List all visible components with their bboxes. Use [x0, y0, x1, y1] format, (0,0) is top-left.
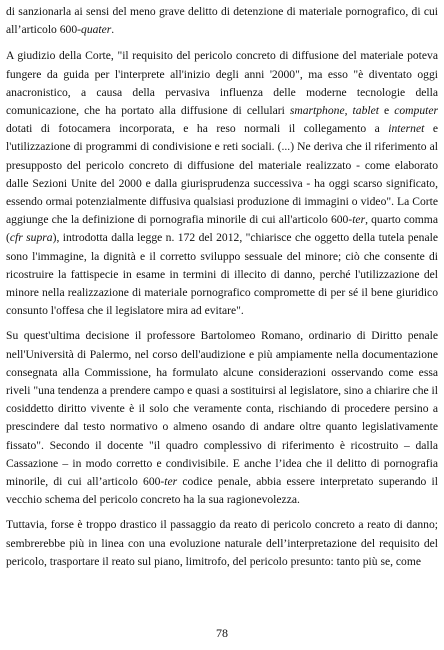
- text-run: codice penale, abbia essere interpretato superando il vecchio schema del pericolo concreto ha la sua ragionevolezza.: [6, 475, 438, 507]
- text-run: .: [111, 23, 115, 37]
- text-run: Tuttavia, forse è troppo drastico il passaggio da reato di pericolo concreto a reato di danno; sembrerebbe più in linea con una evoluzione naturale dell’interpretazione del requisito del pericolo, trasportare il reato sul piano, limitrofo, del pericolo presunto: tanto più se, come: [6, 518, 438, 568]
- italic-text: cfr supra: [9, 231, 53, 245]
- paragraph-2: [6, 47, 438, 320]
- text-run: Su quest'ultima decisione il professore Bartolomeo Romano, ordinario di Diritto penale nell'Università di Palermo, nel corso dell'audizione e più ampiamente nella documentazione consegnata alla Commissione, ha formulato alcune considerazioni osservando come essa riveli "una tendenza a prendere campo e quasi a sostituirsi al legislatore, sino a chiarire che il cosiddetto diritto vivente è il solo che veramente conta, rischiando di procedere persino a prescindere dal testo normativo o almeno osando di andare oltre quanto legislativamente fissato". Secondo il docente "il quadro complessivo di riferimento è ricostruito – dalla Cassazione – in modo corretto e condivisibile. E anche l’idea che il delitto di pornografia minorile, di cui all’articolo 600-: [6, 329, 438, 489]
- text-run: A giudizio della Corte, "il requisito del pericolo concreto di diffusione del materiale poteva fungere da guida per l'interprete all'inizio degli anni '2000", ma esso "è diventato oggi anacronistico, a causa della pervasiva influenza delle moderne tecnologie della comunicazione, che ha portato alla diffusione di cellulari: [6, 49, 438, 118]
- text-run: dotati di fotocamera incorporata, e ha reso normali il collegamento a: [6, 122, 389, 136]
- text-run: ), introdotta dalla legge n. 172 del 2012, "chiarisce che oggetto della tutela penale sono l'immagine, la dignità e il corretto sviluppo sessuale del minore; ciò che consente di ricostruire la fattispecie in esame in termini di illecito di danno, perché l'utilizzazione del minore nella realizzazione di materiale pornografico compromette di per sé il bene giuridico consunto l'offesa che il legislatore mira ad evitare".: [6, 231, 438, 318]
- paragraph-3: [6, 327, 438, 509]
- text-run: e l'utilizzazione di programmi di condivisione e reti sociali. (...) Ne deriva che il riferimento al presupposto del pericolo concreto di diffusione del materiale realizzato - come elaborato dalle Sezioni Unite del 2000 e dalla giurisprudenza successiva - ha oggi scarso significato, essendo ormai potenzialmente diffusiva qualsiasi produzione di immagini o video". La Corte aggiunge che la definizione di pornografia minorile di cui all'articolo 600-: [6, 122, 438, 227]
- italic-text: smartphone: [289, 104, 345, 118]
- italic-text: computer: [394, 104, 438, 118]
- italic-text: quater: [81, 23, 112, 37]
- italic-text: internet: [388, 122, 425, 136]
- page-number: 78: [216, 626, 228, 640]
- italic-text: ter: [164, 475, 178, 489]
- paragraph-4: [6, 516, 438, 571]
- italic-text: tablet: [352, 104, 379, 118]
- italic-text: ter: [352, 213, 366, 227]
- text-run: , quarto comma (: [6, 213, 438, 245]
- paragraph-1: [6, 3, 438, 39]
- text-run: di sanzionarla ai sensi del meno grave delitto di detenzione di materiale pornografico, di cui all’articolo 600-: [6, 5, 438, 37]
- text-run: ,: [344, 104, 353, 118]
- document-body: [6, 3, 438, 571]
- text-run: e: [378, 104, 395, 118]
